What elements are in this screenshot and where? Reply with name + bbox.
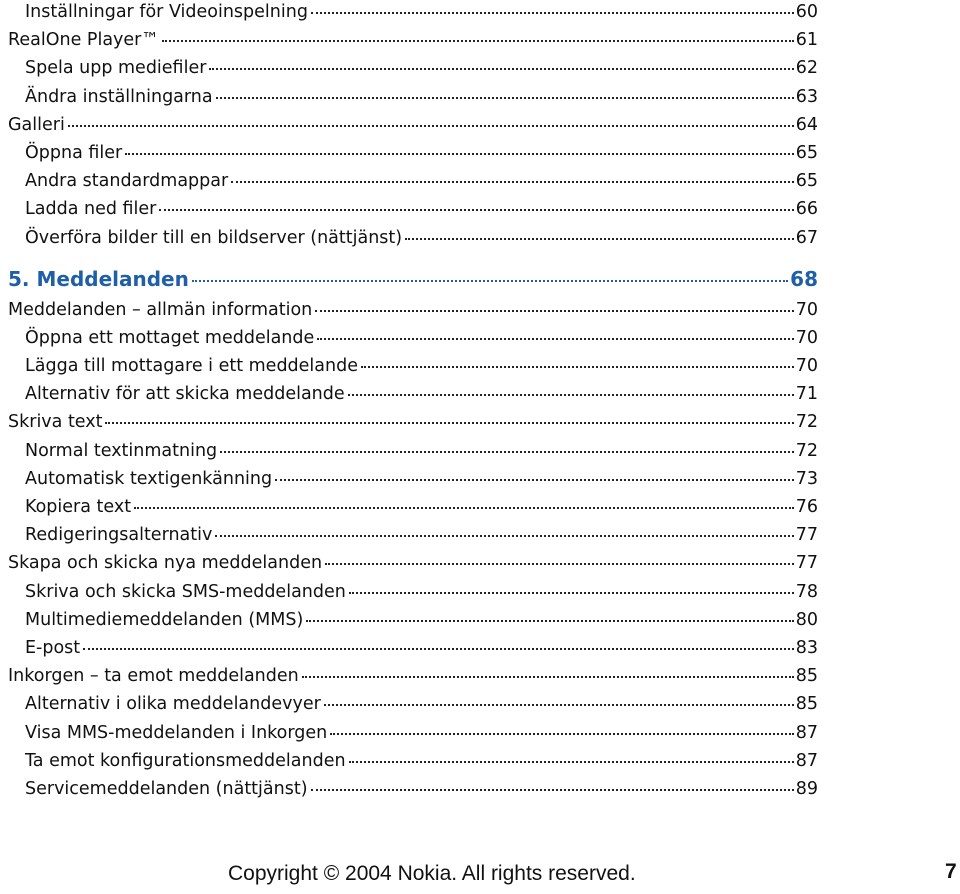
toc-entry[interactable] xyxy=(8,777,818,805)
toc-entry-title: Ta emot konfigurationsmeddelanden xyxy=(25,750,346,771)
toc-entry-title: Multimediemeddelanden (MMS) xyxy=(25,609,304,630)
dot-leader xyxy=(68,125,794,127)
toc-entry[interactable] xyxy=(8,354,818,382)
toc-entry-title: Ändra inställningarna xyxy=(25,86,213,107)
toc-entry[interactable] xyxy=(8,551,818,579)
table-of-contents xyxy=(8,0,818,805)
toc-entry-title: Meddelanden – allmän information xyxy=(8,299,313,320)
dot-leader xyxy=(209,68,793,70)
toc-entry[interactable] xyxy=(8,197,818,225)
toc-entry-page: 78 xyxy=(795,581,818,602)
dot-leader xyxy=(192,280,788,282)
toc-entry-page: 89 xyxy=(795,778,818,799)
toc-entry-title: Alternativ i olika meddelandevyer xyxy=(25,694,321,715)
dot-leader xyxy=(105,422,793,424)
toc-entry[interactable] xyxy=(8,226,818,254)
dot-leader xyxy=(349,761,794,763)
dot-leader xyxy=(134,507,794,509)
toc-entry[interactable] xyxy=(8,56,818,84)
dot-leader xyxy=(220,451,794,453)
toc-entry[interactable] xyxy=(8,113,818,141)
dot-leader xyxy=(231,181,794,183)
toc-entry-page: 73 xyxy=(795,468,818,489)
toc-entry-title: Visa MMS-meddelanden i Inkorgen xyxy=(25,722,328,743)
dot-leader xyxy=(216,97,794,99)
toc-entry-page: 66 xyxy=(795,199,818,220)
dot-leader xyxy=(325,563,794,565)
toc-entry[interactable] xyxy=(8,749,818,777)
toc-entry[interactable] xyxy=(8,664,818,692)
toc-entry-title: Öppna ett mottaget meddelande xyxy=(25,327,315,348)
toc-entry-page: 70 xyxy=(795,327,818,348)
toc-entry-page: 68 xyxy=(790,266,818,291)
toc-entry[interactable] xyxy=(8,298,818,326)
toc-entry[interactable] xyxy=(8,169,818,197)
toc-entry-page: 64 xyxy=(795,114,818,135)
toc-chapter-heading[interactable] xyxy=(8,264,818,298)
toc-entry-title: Andra standardmappar xyxy=(25,171,229,192)
toc-entry-title: Överföra bilder till en bildserver (nättjänst) xyxy=(25,227,403,248)
dot-leader xyxy=(315,310,793,312)
toc-entry[interactable] xyxy=(8,523,818,551)
toc-entry-title: Galleri xyxy=(8,114,65,135)
toc-entry-page: 72 xyxy=(795,412,818,433)
toc-entry-page: 65 xyxy=(795,142,818,163)
dot-leader xyxy=(302,676,794,678)
toc-entry-title: Servicemeddelanden (nättjänst) xyxy=(25,778,308,799)
toc-entry[interactable] xyxy=(8,0,818,28)
toc-entry-title: Normal textinmatning xyxy=(25,440,218,461)
dot-leader xyxy=(306,620,793,622)
toc-entry-page: 71 xyxy=(795,384,818,405)
toc-entry-title: Skapa och skicka nya meddelanden xyxy=(8,553,323,574)
toc-entry-page: 61 xyxy=(795,30,818,51)
toc-entry-title: Lägga till mottagare i ett meddelande xyxy=(25,356,358,377)
toc-entry-page: 63 xyxy=(795,86,818,107)
toc-entry-page: 72 xyxy=(795,440,818,461)
toc-entry-title: Kopiera text xyxy=(25,497,132,517)
dot-leader xyxy=(348,394,794,396)
toc-entry-title: Skriva och skicka SMS-meddelanden xyxy=(25,581,346,602)
dot-leader xyxy=(330,733,793,735)
toc-entry[interactable] xyxy=(8,85,818,113)
toc-entry-page: 85 xyxy=(795,666,818,687)
page-number: 7 xyxy=(945,860,957,883)
toc-entry-page: 76 xyxy=(795,497,818,517)
toc-entry-page: 70 xyxy=(795,356,818,377)
toc-entry[interactable] xyxy=(8,382,818,410)
toc-entry-title: Alternativ för att skicka meddelande xyxy=(25,384,345,405)
toc-entry-page: 87 xyxy=(795,722,818,743)
dot-leader xyxy=(159,209,793,211)
toc-entry-title: 5. Meddelanden xyxy=(8,266,189,291)
dot-leader xyxy=(317,338,793,340)
toc-entry[interactable] xyxy=(8,692,818,720)
toc-entry-title: Skriva text xyxy=(8,412,103,433)
toc-entry-page: 77 xyxy=(795,553,818,574)
dot-leader xyxy=(361,366,794,368)
toc-entry-title: Öppna filer xyxy=(25,142,123,163)
copyright-notice: Copyright © 2004 Nokia. All rights reserved. xyxy=(228,862,636,885)
toc-entry-page: 85 xyxy=(795,694,818,715)
toc-entry[interactable] xyxy=(8,28,818,56)
toc-entry[interactable] xyxy=(8,410,818,438)
toc-entry-page: 77 xyxy=(795,525,818,546)
toc-entry-page: 87 xyxy=(795,750,818,771)
dot-leader xyxy=(162,40,794,42)
toc-entry[interactable] xyxy=(8,721,818,749)
dot-leader xyxy=(125,153,794,155)
toc-entry-title: E-post xyxy=(25,637,81,658)
toc-entry-page: 62 xyxy=(795,58,818,79)
dot-leader xyxy=(275,479,794,481)
toc-entry[interactable] xyxy=(8,608,818,636)
toc-entry-page: 60 xyxy=(795,2,818,22)
dot-leader xyxy=(215,535,793,537)
toc-entry-page: 67 xyxy=(795,227,818,248)
toc-entry-title: Redigeringsalternativ xyxy=(25,525,213,546)
toc-entry-title: Inställningar för Videoinspelning xyxy=(25,2,308,22)
toc-entry[interactable] xyxy=(8,141,818,169)
toc-entry[interactable] xyxy=(8,326,818,354)
toc-entry-title: Inkorgen – ta emot meddelanden xyxy=(8,666,299,687)
toc-entry-page: 83 xyxy=(795,637,818,658)
dot-leader xyxy=(324,704,794,706)
toc-entry[interactable] xyxy=(8,467,818,495)
toc-entry[interactable] xyxy=(8,495,818,523)
toc-entry-page: 70 xyxy=(795,299,818,320)
dot-leader xyxy=(83,648,794,650)
toc-entry-title: RealOne Player™ xyxy=(8,30,159,51)
toc-entry-page: 65 xyxy=(795,171,818,192)
dot-leader xyxy=(311,789,794,791)
dot-leader xyxy=(311,12,794,14)
dot-leader xyxy=(405,238,794,240)
dot-leader xyxy=(349,592,794,594)
toc-entry[interactable] xyxy=(8,580,818,608)
toc-entry[interactable] xyxy=(8,636,818,664)
toc-entry-title: Ladda ned filer xyxy=(25,199,157,220)
toc-entry[interactable] xyxy=(8,439,818,467)
toc-entry-title: Spela upp mediefiler xyxy=(25,58,207,79)
toc-entry-title: Automatisk textigenkänning xyxy=(25,468,273,489)
toc-entry-page: 80 xyxy=(795,609,818,630)
